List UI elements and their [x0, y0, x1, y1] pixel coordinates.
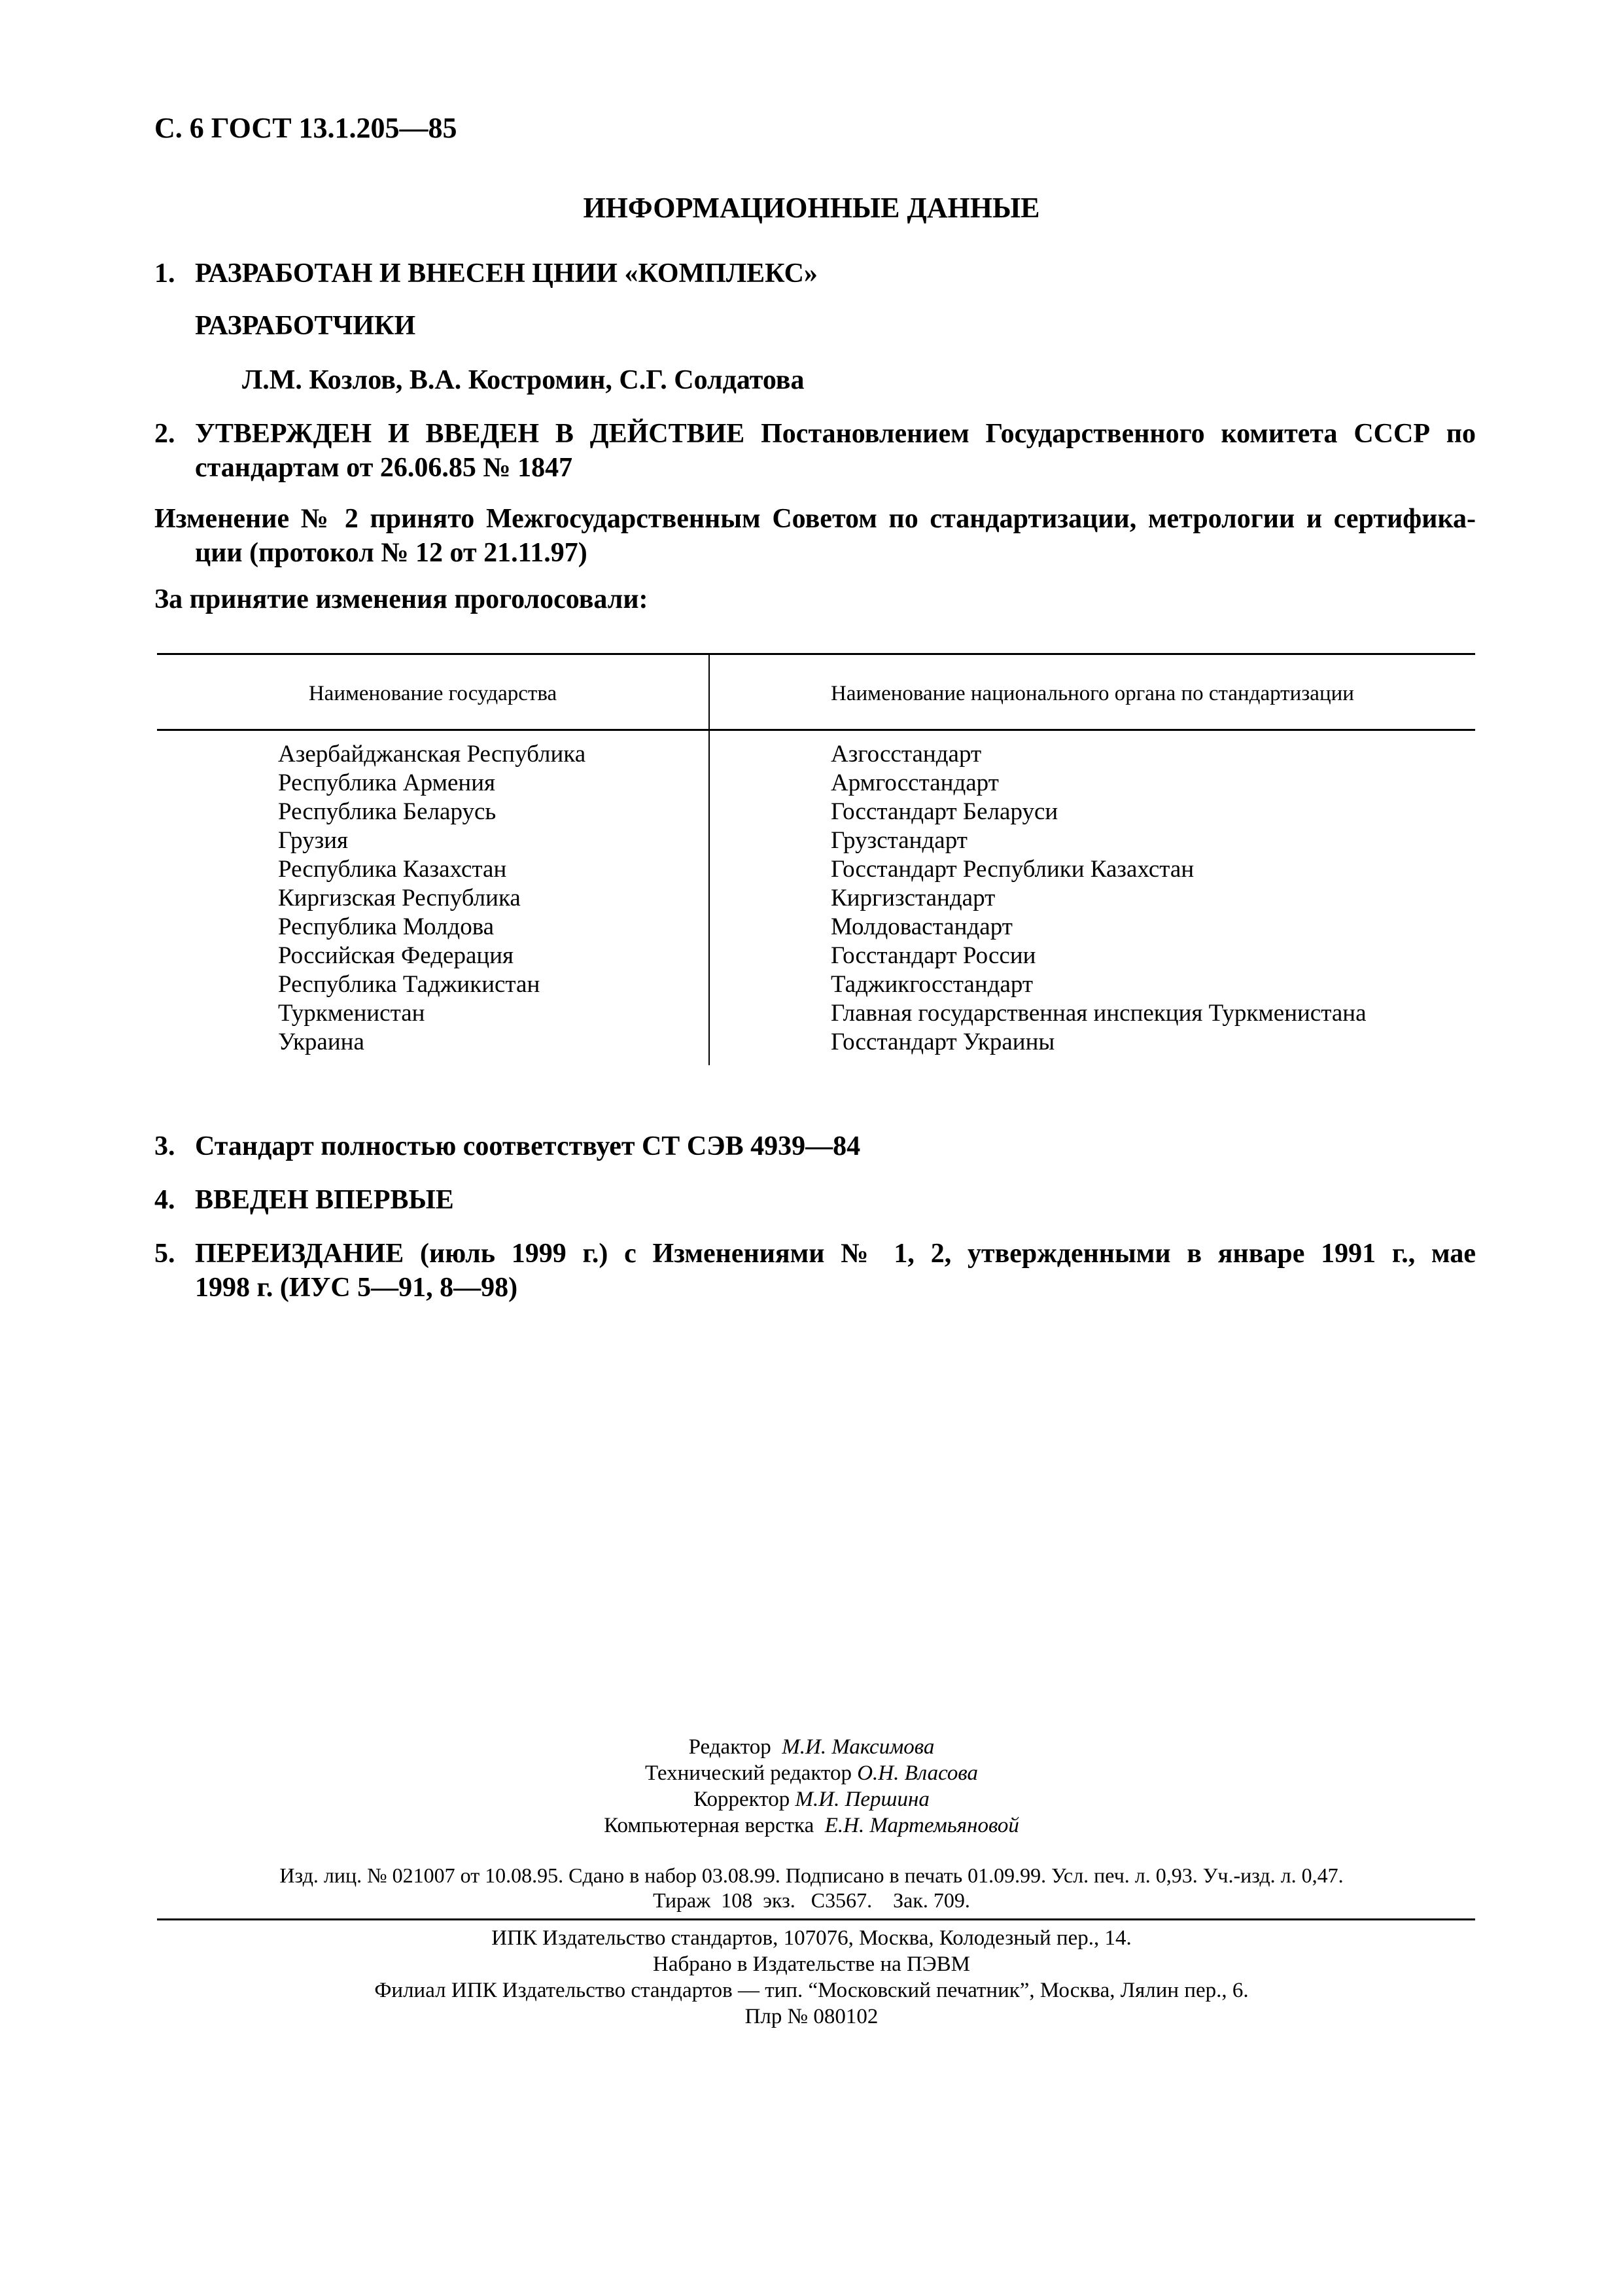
table-column-divider: [708, 653, 710, 1065]
item-3: [154, 1129, 1476, 1163]
table-cell-body: Таджикгосстандарт: [831, 971, 1034, 998]
item-2: [154, 417, 1476, 489]
item-1-number: 1.: [154, 258, 175, 289]
footer-rule: [157, 1918, 1475, 1920]
table-cell-state: Республика Казахстан: [278, 856, 507, 883]
voting-table: [157, 653, 1475, 1065]
table-cell-body: Армгосстандарт: [831, 769, 999, 796]
publisher-footer: [0, 1925, 1623, 2030]
item-1: [154, 256, 1476, 291]
credit-layout: [0, 1812, 1623, 1839]
table-cell-state: Киргизская Республика: [278, 885, 521, 911]
developers-names: Л.М. Козлов, В.А. Костромин, С.Г. Солдатова: [242, 365, 805, 395]
amendment-note: [154, 502, 1476, 574]
table-cell-body: Госстандарт России: [831, 942, 1036, 969]
item-5-body: [195, 1237, 1476, 1305]
amendment-line1: Изменение № 2 принято Межгосударственным Советом по стандартизации, метрологии и сертифика-: [154, 504, 1476, 534]
developers-label: РАЗРАБОТЧИКИ: [195, 311, 416, 341]
section-title: ИНФОРМАЦИОННЫЕ ДАННЫЕ: [583, 192, 1040, 224]
item-2-lead: УТВЕРЖДЕН И ВВЕДЕН В ДЕЙСТВИЕ: [195, 419, 745, 449]
table-header-state: Наименование государства: [308, 682, 557, 705]
table-cell-state: Азербайджанская Республика: [278, 741, 586, 768]
table-cell-body: Госстандарт Беларуси: [831, 798, 1058, 825]
credit-editor-role: Редактор: [688, 1735, 771, 1759]
item-2-line2: стандартам от 26.06.85 № 1847: [195, 453, 573, 483]
table-cell-state: Туркменистан: [278, 1000, 425, 1027]
item-4: [154, 1183, 1476, 1217]
item-4-number: 4.: [154, 1185, 175, 1215]
amendment-line2: ции (протокол № 12 от 21.11.97): [195, 538, 587, 568]
item-5: [154, 1237, 1476, 1309]
table-cell-body: Госстандарт Украины: [831, 1029, 1055, 1055]
table-cell-body: Грузстандарт: [831, 827, 968, 854]
page-header: С. 6 ГОСТ 13.1.205—85: [154, 112, 457, 144]
table-cell-state: Республика Таджикистан: [278, 971, 540, 998]
publication-info: [0, 1863, 1623, 1913]
item-2-body: [195, 417, 1476, 485]
credit-layout-name: Е.Н. Мартемьяновой: [824, 1814, 1019, 1837]
item-5-line1: ПЕРЕИЗДАНИЕ (июль 1999 г.) с Изменениями № 1, 2, утвержденными в январе 1991 г., мае: [195, 1239, 1476, 1269]
item-3-number: 3.: [154, 1131, 175, 1161]
credit-corrector-role: Корректор: [693, 1788, 790, 1811]
footer-line4: Плр № 080102: [744, 2005, 879, 2028]
table-cell-body: Госстандарт Республики Казахстан: [831, 856, 1195, 883]
footer-line3: Филиал ИПК Издательство стандартов — тип. “Московский печатник”, Москва, Лялин пер., 6.: [374, 1979, 1249, 2002]
publication-line1: Изд. лиц. № 021007 от 10.08.95. Сдано в набор 03.08.99. Подписано в печать 01.09.99. Усл. печ. л. 0,93. Уч.-изд. л. 0,47.: [279, 1863, 1344, 1887]
item-2-number: 2.: [154, 419, 175, 449]
item-5-line2: 1998 г. (ИУС 5—91, 8—98): [195, 1273, 518, 1303]
credit-corrector-name: М.И. Першина: [795, 1788, 930, 1811]
item-2-line1: Постановлением Государственного комитета СССР по: [761, 419, 1476, 449]
table-states-column: [278, 740, 585, 1057]
footer-line1: ИПК Издательство стандартов, 107076, Москва, Колодезный пер., 14.: [491, 1926, 1132, 1950]
table-top-rule: [157, 653, 1475, 655]
credit-tech-editor-name: О.Н. Власова: [857, 1761, 979, 1785]
table-cell-state: Республика Армения: [278, 769, 496, 796]
credit-tech-editor: [0, 1760, 1623, 1786]
table-cell-body: Молдовастандарт: [831, 913, 1013, 940]
item-1-text: РАЗРАБОТАН И ВНЕСЕН ЦНИИ «КОМПЛЕКС»: [195, 258, 818, 289]
item-5-number: 5.: [154, 1239, 175, 1269]
table-cell-body: Киргизстандарт: [831, 885, 996, 911]
credit-tech-editor-role: Технический редактор: [644, 1761, 852, 1785]
voted-label: За принятие изменения проголосовали:: [154, 584, 648, 614]
table-cell-state: Республика Молдова: [278, 913, 495, 940]
publication-line2: Тираж 108 экз. С3567. Зак. 709.: [653, 1888, 970, 1912]
table-cell-body: Азгосстандарт: [831, 741, 982, 768]
credit-corrector: [0, 1786, 1623, 1812]
table-cell-body: Главная государственная инспекция Туркменистана: [831, 1000, 1367, 1027]
table-cell-state: Грузия: [278, 827, 349, 854]
credit-editor-name: М.И. Максимова: [782, 1735, 935, 1759]
table-cell-state: Российская Федерация: [278, 942, 514, 969]
credit-layout-role: Компьютерная верстка: [604, 1814, 814, 1837]
footer-line2: Набрано в Издательстве на ПЭВМ: [653, 1952, 970, 1976]
table-header-rule: [157, 729, 1475, 731]
credit-editor: [0, 1734, 1623, 1760]
credits-block: [0, 1734, 1623, 1839]
table-cell-state: Республика Беларусь: [278, 798, 497, 825]
item-3-text: Стандарт полностью соответствует СТ СЭВ 4939—84: [195, 1131, 861, 1161]
table-cell-state: Украина: [278, 1029, 364, 1055]
item-4-text: ВВЕДЕН ВПЕРВЫЕ: [195, 1185, 454, 1215]
table-header-body: Наименование национального органа по стандартизации: [831, 682, 1354, 705]
table-bodies-column: [831, 740, 1367, 1057]
